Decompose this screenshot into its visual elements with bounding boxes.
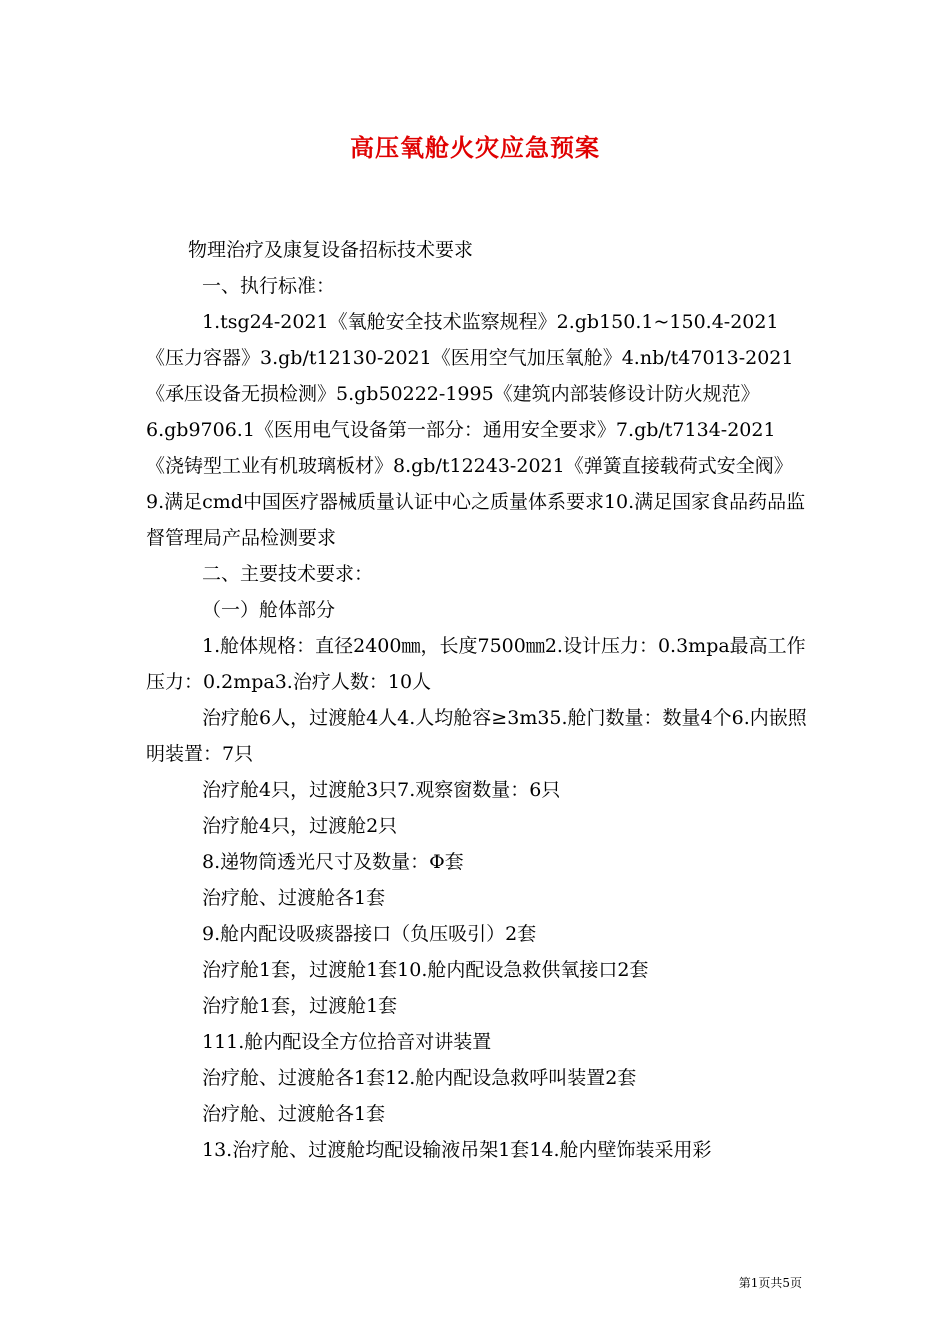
list-item: 治疗舱4只，过渡舱2只	[202, 815, 398, 837]
paragraph-heading: 物理治疗及康复设备招标技术要求	[188, 239, 474, 261]
list-item: 13.治疗舱、过渡舱均配设输液吊架1套14.舱内壁饰装采用彩	[202, 1139, 712, 1161]
list-item: 8.递物筒透光尺寸及数量：Φ套	[202, 851, 464, 873]
subsection-heading-cabin: （一）舱体部分	[202, 599, 336, 621]
paragraph-standards-list: 1.tsg24-2021《氧舱安全技术监察规程》2.gb150.1~150.4-2021《压力容器》3.gb/t12130-2021《医用空气加压氧舱》4.nb/t47013-2021《承压设备无损检测》5.gb50222-1995《建筑内部装修设计防火规范》6.gb9706.1《医用电气设备第一部分：通用安全要求》7.gb/t7134-2021《浇铸型工业有机玻璃板材》8.gb/t12243-2021《弹簧直接载荷式安全阀》9.满足cmd中国医疗器械质量认证中心之质量体系要求10.满足国家食品药品监督管理局产品检测要求	[146, 311, 806, 549]
document-body	[146, 232, 810, 1168]
list-item: 9.舱内配设吸痰器接口（负压吸引）2套	[202, 923, 537, 945]
list-item: 治疗舱1套，过渡舱1套	[202, 995, 398, 1017]
list-item: 治疗舱4只，过渡舱3只7.观察窗数量：6只	[202, 779, 561, 801]
section-heading-requirements: 二、主要技术要求：	[202, 563, 374, 585]
paragraph-cabin-capacity: 治疗舱6人，过渡舱4人4.人均舱容≥3m35.舱门数量：数量4个6.内嵌照明装置：7只	[146, 707, 807, 765]
page-number: 第1页共5页	[738, 1276, 802, 1290]
list-item: 治疗舱、过渡舱各1套	[202, 1103, 386, 1125]
list-item: 治疗舱1套，过渡舱1套10.舱内配设急救供氧接口2套	[202, 959, 649, 981]
section-heading-standards: 一、执行标准：	[202, 275, 336, 297]
list-item: 111.舱内配设全方位拾音对讲装置	[202, 1031, 492, 1053]
list-item: 治疗舱、过渡舱各1套12.舱内配设急救呼叫装置2套	[202, 1067, 637, 1089]
document-title: 高压氧舱火灾应急预案	[350, 133, 600, 162]
list-item: 治疗舱、过渡舱各1套	[202, 887, 386, 909]
paragraph-cabin-specs: 1.舱体规格：直径2400㎜，长度7500㎜2.设计压力：0.3mpa最高工作压力：0.2mpa3.治疗人数：10人	[146, 635, 806, 693]
